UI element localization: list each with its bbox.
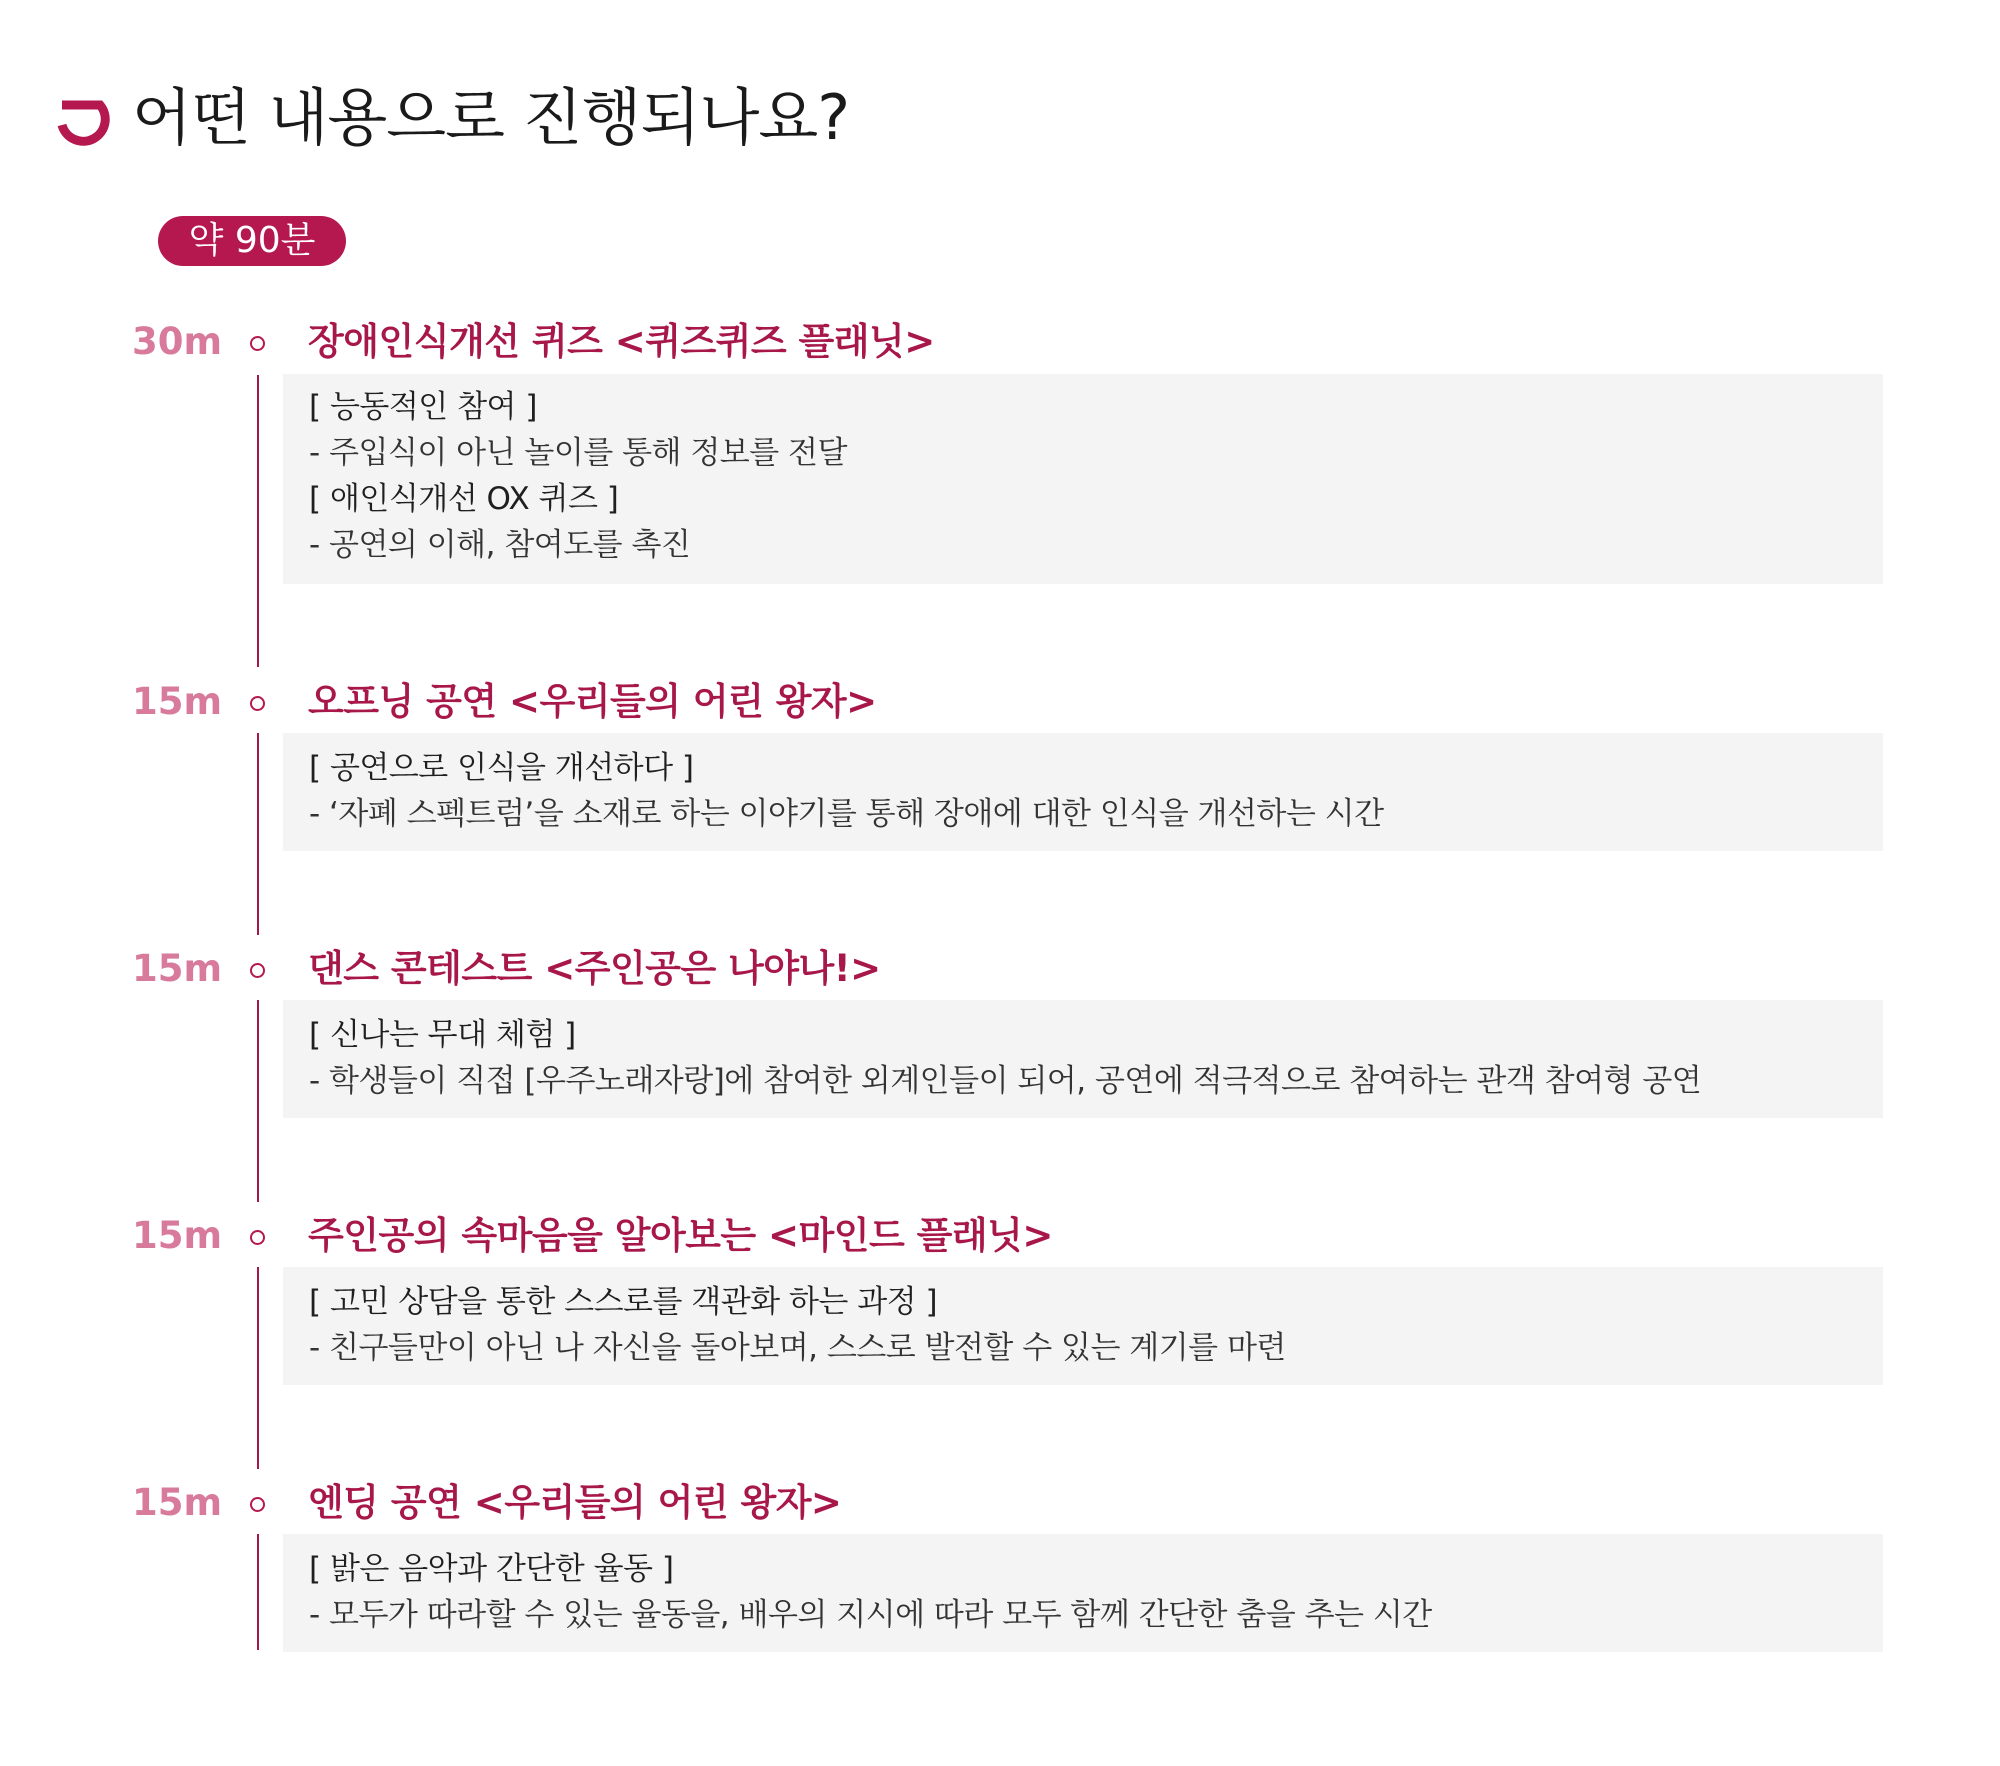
timeline-dot-icon — [250, 336, 265, 351]
timeline-line — [257, 733, 259, 935]
description-text: - 공연의 이해, 참여도를 촉진 — [309, 527, 691, 563]
timeline-line — [257, 1000, 259, 1202]
description-text: - 모두가 따라할 수 있는 율동을, 배우의 지시에 따라 모두 함께 간단한 춤을 추는 시간 — [309, 1597, 1432, 1633]
session-time: 15m — [132, 947, 223, 990]
session-description-box — [283, 374, 1883, 584]
session-time: 30m — [132, 320, 223, 363]
session-title: 주인공의 속마음을 알아보는 <마인드 플래닛> — [308, 1214, 1053, 1257]
description-text: - 친구들만이 아닌 나 자신을 돌아보며, 스스로 발전할 수 있는 계기를 마련 — [309, 1330, 1286, 1366]
timeline-line — [257, 1267, 259, 1469]
circle-d-logo-icon — [56, 97, 112, 147]
timeline-line — [257, 1534, 259, 1650]
session-description-box — [283, 1534, 1883, 1652]
timeline-dot-icon — [250, 1497, 265, 1512]
description-heading: [ 애인식개선 OX 퀴즈 ] — [309, 481, 619, 517]
description-heading: [ 신나는 무대 체험 ] — [309, 1017, 576, 1053]
session-title: 오프닝 공연 <우리들의 어린 왕자> — [308, 680, 877, 723]
session-time: 15m — [132, 1481, 223, 1524]
description-heading: [ 공연으로 인식을 개선하다 ] — [309, 750, 694, 786]
timeline-dot-icon — [250, 696, 265, 711]
page-title: 어떤 내용으로 진행되나요? — [132, 81, 850, 154]
description-text: - 학생들이 직접 [우주노래자랑]에 참여한 외계인들이 되어, 공연에 적극적으로 참여하는 관객 참여형 공연 — [309, 1063, 1702, 1099]
timeline-line — [257, 375, 259, 667]
description-heading: [ 밝은 음악과 간단한 율동 ] — [309, 1551, 674, 1587]
session-title: 댄스 콘테스트 <주인공은 나야나!> — [308, 947, 881, 990]
session-time: 15m — [132, 1214, 223, 1257]
description-heading: [ 능동적인 참여 ] — [309, 389, 537, 425]
session-title: 엔딩 공연 <우리들의 어린 왕자> — [308, 1481, 842, 1524]
session-description-box — [283, 733, 1883, 851]
description-heading: [ 고민 상담을 통한 스스로를 객관화 하는 과정 ] — [309, 1284, 938, 1320]
description-text: - 주입식이 아닌 놀이를 통해 정보를 전달 — [309, 435, 847, 471]
session-description-box — [283, 1000, 1883, 1118]
session-description-box — [283, 1267, 1883, 1385]
session-title: 장애인식개선 퀴즈 <퀴즈퀴즈 플래닛> — [308, 320, 935, 363]
duration-badge: 약 90분 — [158, 216, 346, 266]
description-text: - ‘자폐 스펙트럼’을 소재로 하는 이야기를 통해 장애에 대한 인식을 개선하는 시간 — [309, 796, 1384, 832]
timeline-dot-icon — [250, 1230, 265, 1245]
timeline-dot-icon — [250, 963, 265, 978]
session-time: 15m — [132, 680, 223, 723]
